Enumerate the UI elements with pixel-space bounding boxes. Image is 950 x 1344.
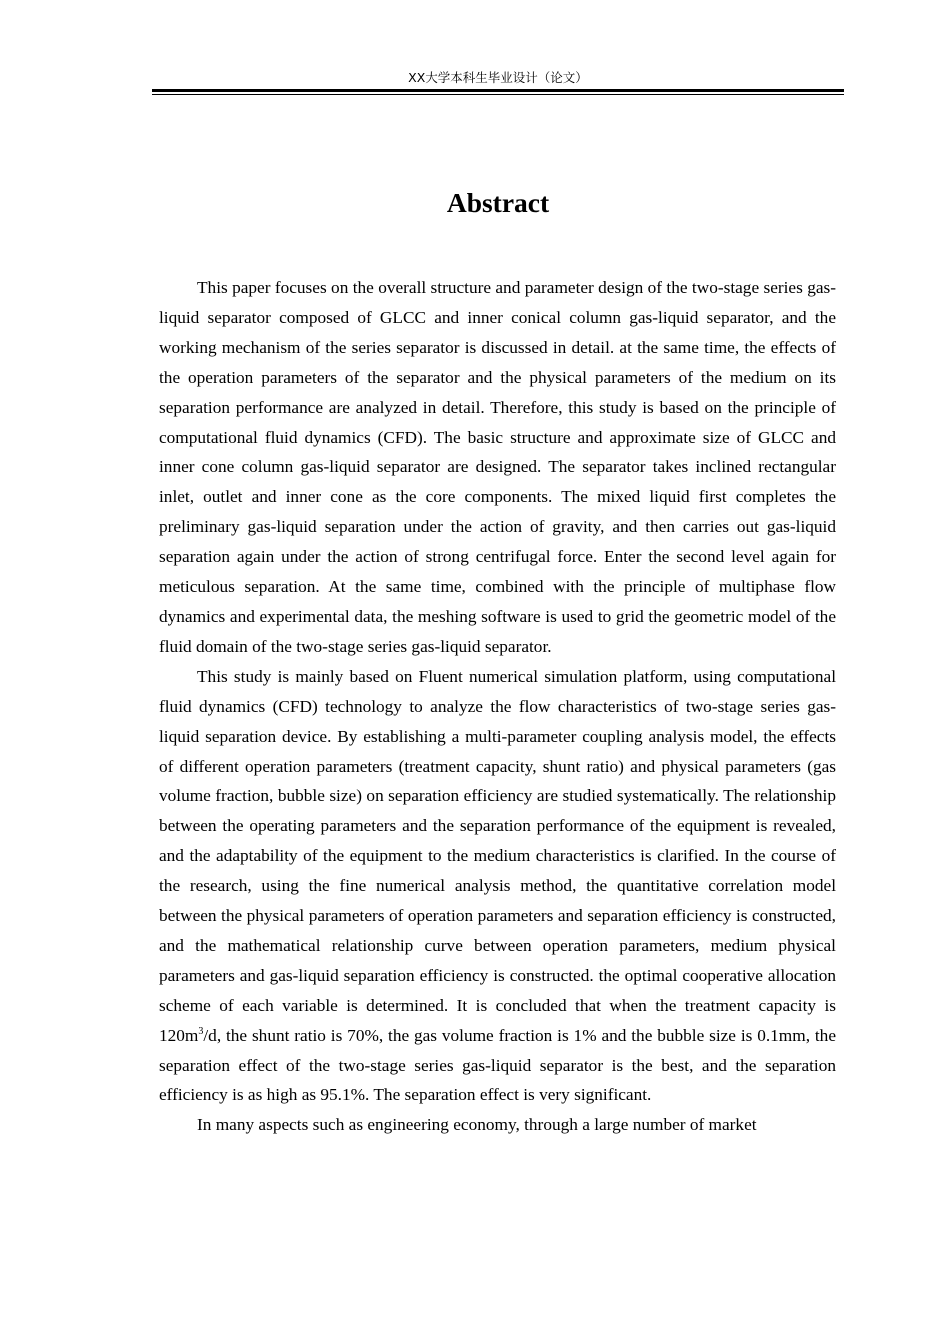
paragraph-2-text-after: /d, the shunt ratio is 70%, the gas volume fraction is 1% and the bubble size is 0.1mm, the separation effect of the two-stage series gas-liquid separator is the best, and the separation efficiency is as high as 95.1%. The separation effect is very significant. — [159, 1025, 836, 1105]
header-rule-thick — [152, 89, 844, 92]
abstract-title: Abstract — [446, 187, 550, 218]
paragraph-2 — [159, 662, 836, 1111]
paragraph-1: This paper focuses on the overall structure and parameter design of the two-stage series gas-liquid separator composed of GLCC and inner conical column gas-liquid separator, and the working mechanism of the series separator is discussed in detail. at the same time, the effects of the operation parameters of the separator and the physical parameters of the medium on its separation performance are analyzed in detail. Therefore, this study is based on the principle of computational fluid dynamics (CFD). The basic structure and approximate size of GLCC and inner cone column gas-liquid separator are designed. The separator takes inclined rectangular inlet, outlet and inner cone as the core components. The mixed liquid first completes the preliminary gas-liquid separation under the action of gravity, and then carries out gas-liquid separation again under the action of strong centrifugal force. Enter the second level again for meticulous separation. At the same time, combined with the principle of multiphase flow dynamics and experimental data, the meshing software is used to grid the geometric model of the fluid domain of the two-stage series gas-liquid separator. — [159, 278, 836, 656]
page-header: XX大学本科生毕业设计（论文） — [408, 70, 588, 85]
abstract-body — [159, 273, 836, 1140]
cubic-superscript: 3 — [198, 1025, 204, 1037]
paragraph-3: In many aspects such as engineering economy, through a large number of market — [197, 1115, 757, 1135]
paragraph-2-text-before: This study is mainly based on Fluent numerical simulation platform, using computational fluid dynamics (CFD) technology to analyze the flow characteristics of two-stage series gas-liquid separation device. By establishing a multi-parameter coupling analysis model, the effects of different operation parameters (treatment capacity, shunt ratio) and physical parameters (gas volume fraction, bubble size) on separation efficiency are studied systematically. The relationship between the operating parameters and the separation performance of the equipment is revealed, and the adaptability of the equipment to the medium characteristics is clarified. In the course of the research, using the fine numerical analysis method, the quantitative correlation model between the physical parameters of operation parameters and separation efficiency is constructed, and the mathematical relationship curve between operation parameters, medium physical parameters and gas-liquid separation efficiency is constructed. the optimal cooperative allocation scheme of each variable is determined. It is concluded that when the treatment capacity is 120m — [159, 666, 836, 1045]
header-rule-thin — [152, 94, 844, 95]
header-double-rule — [152, 89, 844, 96]
